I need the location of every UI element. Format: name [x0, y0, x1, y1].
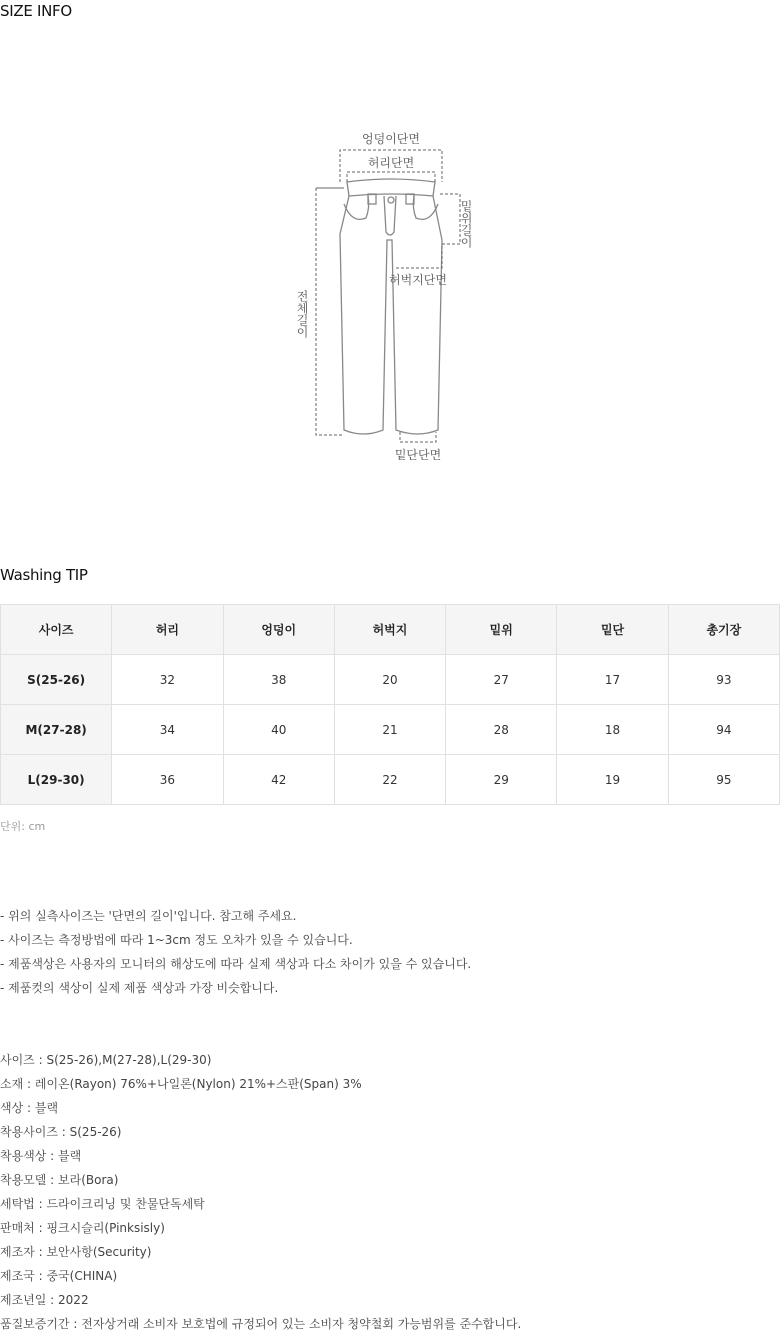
table-cell: 29 [446, 755, 557, 805]
table-cell: 17 [557, 655, 668, 705]
column-header: 밑단 [557, 605, 668, 655]
note-item: - 위의 실측사이즈는 '단면의 길이'입니다. 참고해 주세요. [0, 909, 297, 923]
table-cell: 94 [668, 705, 779, 755]
column-header: 엉덩이 [223, 605, 334, 655]
table-row [1, 705, 780, 755]
note-item: - 제품색상은 사용자의 모니터의 해상도에 따라 실제 색상과 다소 차이가 있을 수 있습니다. [0, 957, 472, 971]
unit-note: 단위: cm [0, 820, 46, 833]
table-cell: 20 [334, 655, 445, 705]
table-header-row [1, 605, 780, 655]
table-cell: 34 [112, 705, 223, 755]
note-item: - 사이즈는 측정방법에 따라 1~3cm 정도 오차가 있을 수 있습니다. [0, 933, 353, 947]
notes-list [0, 904, 471, 1000]
spec-item: 판매처 : 핑크시슬리(Pinksisly) [0, 1221, 165, 1235]
pants-outline-icon [340, 179, 442, 434]
table-cell: 32 [112, 655, 223, 705]
hip-label: 엉덩이단면 [362, 132, 420, 146]
table-cell: 38 [223, 655, 334, 705]
spec-item: 착용사이즈 : S(25-26) [0, 1125, 122, 1139]
size-info-title: SIZE INFO [0, 2, 72, 20]
table-cell: 21 [334, 705, 445, 755]
rise-label: 밑위길이 [459, 200, 473, 248]
spec-item: 사이즈 : S(25-26),M(27-28),L(29-30) [0, 1053, 212, 1067]
spec-item: 착용모델 : 보라(Bora) [0, 1173, 119, 1187]
hem-label: 밑단단면 [394, 448, 442, 462]
table-cell: 18 [557, 705, 668, 755]
column-header: 허벅지 [334, 605, 445, 655]
spec-item: 세탁법 : 드라이크리닝 및 찬물단독세탁 [0, 1197, 205, 1211]
spec-item: 제조년일 : 2022 [0, 1293, 89, 1307]
size-cell: M(27-28) [1, 705, 112, 755]
table-cell: 27 [446, 655, 557, 705]
pants-size-diagram [0, 120, 780, 480]
spec-item: 착용색상 : 블랙 [0, 1149, 82, 1163]
product-specs [0, 1048, 521, 1336]
column-header: 총기장 [668, 605, 779, 655]
size-table [0, 604, 780, 805]
table-cell: 19 [557, 755, 668, 805]
table-cell: 40 [223, 705, 334, 755]
table-cell: 28 [446, 705, 557, 755]
table-row [1, 755, 780, 805]
table-cell: 93 [668, 655, 779, 705]
size-cell: L(29-30) [1, 755, 112, 805]
column-header: 사이즈 [1, 605, 112, 655]
spec-item: 제조자 : 보안사항(Security) [0, 1245, 152, 1259]
thigh-label: 허벅지단면 [389, 273, 447, 287]
note-item: - 제품컷의 색상이 실제 제품 색상과 가장 비슷합니다. [0, 981, 279, 995]
spec-item: 소재 : 레이온(Rayon) 76%+나일론(Nylon) 21%+스판(Span) 3% [0, 1077, 362, 1091]
total-length-label: 전체길이 [295, 290, 309, 338]
column-header: 허리 [112, 605, 223, 655]
spec-item: 품질보증기간 : 전자상거래 소비자 보호법에 규정되어 있는 소비자 청약철회 가능범위를 준수합니다. [0, 1317, 522, 1331]
table-cell: 42 [223, 755, 334, 805]
column-header: 밑위 [446, 605, 557, 655]
table-cell: 95 [668, 755, 779, 805]
spec-item: 색상 : 블랙 [0, 1101, 59, 1115]
waist-label: 허리단면 [367, 156, 415, 170]
size-cell: S(25-26) [1, 655, 112, 705]
table-cell: 36 [112, 755, 223, 805]
table-cell: 22 [334, 755, 445, 805]
washing-tip-title: Washing TIP [0, 566, 88, 584]
table-row [1, 655, 780, 705]
spec-item: 제조국 : 중국(CHINA) [0, 1269, 118, 1283]
